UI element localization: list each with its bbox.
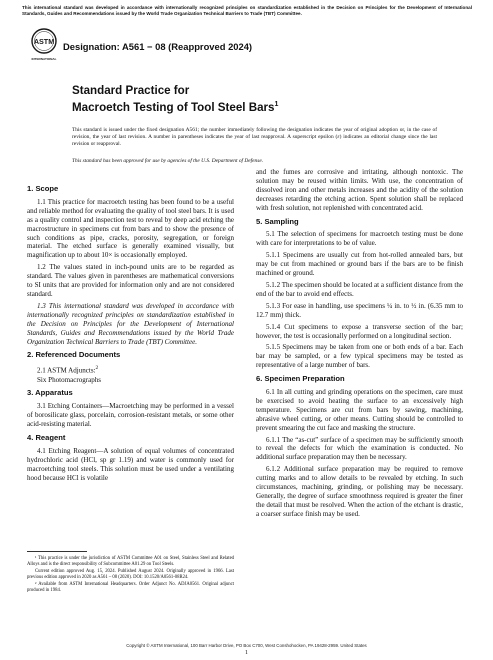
- right-column: [256, 168, 463, 522]
- title-footnote-mark: 1: [274, 101, 279, 108]
- para-5-1-1: 5.1.1 Specimens are usually cut from hot-rolled annealed bars, but may be cut from machined or ground bars if the bars are to be finish machined or ground.: [256, 251, 463, 278]
- para-6-1-2: 6.1.2 Additional surface preparation may be required to remove cutting marks and to allow details to be revealed by etching. In such circumstances, machining, grinding, or polishing may be necessary. Generally, the degree of surface smoothness required is greater the finer the detail that must be resolved. When the action of the etchant is drastic, a coarser surface finish may be used.: [256, 465, 463, 518]
- footnote-rule: [27, 551, 87, 552]
- astm-logo: [30, 28, 58, 64]
- para-4-1: 4.1 Etching Reagent—A solution of equal volumes of concentrated hydrochloric acid (HCl, sp gr 1.19) and water is commonly used for macroetching tool steels. This solution must be used under a ventilating hood because HCl is volatile: [27, 447, 234, 482]
- para-2-1: 2.1 ASTM Adjuncts:$^2$: [37, 365, 99, 375]
- footnote-1-edition: Current edition approved Aug. 15, 2024. Published August 2024. Originally approved in 1966. Last previous edition approved in 2020 as A561 – 08 (2020). DOI: 10.1520/A0561-08R24.: [27, 568, 234, 581]
- title-line-1: Standard Practice for: [72, 84, 190, 97]
- section-apparatus-heading: 3. Apparatus: [27, 388, 73, 398]
- standards-notice: This international standard was developed in accordance with internationally recognized principles on standardization established in the Decision on Principles for the Development of International Standards, Guides and Recommendations issued by the World Trade Organization Technical Barriers to Trade (TBT) Committee.: [22, 5, 472, 16]
- footnote-1: ¹ This practice is under the jurisdiction of ASTM Committee A01 on Steel, Stainless Steel and Related Alloys and is the direct responsibility of Subcommittee A01.29 on Tool Steels.: [27, 556, 234, 568]
- para-5-1-4: 5.1.4 Cut specimens to expose a transverse section of the bar; however, the test is occasionally performed on a longitudinal section.: [256, 322, 463, 340]
- designation: [63, 41, 252, 52]
- para-6-1: 6.1 In all cutting and grinding operations on the specimen, care must be exercised to avoid heating the surface to an excessively high temperature. Specimens are cut from bars by sawing, machining, abrasive wheel cutting, or other means. Cutting should be controlled to prevent smearing the cut face and masking the structure.: [256, 388, 463, 432]
- section-sampling-heading: 5. Sampling: [256, 216, 299, 226]
- section-scope-heading: 1. Scope: [27, 184, 59, 193]
- para-1-2: 1.2 The values stated in inch-pound units are to be regarded as standard. The values given in parentheses are mathematical conversions to SI units that are provided for information only and are not considered standard.: [27, 263, 234, 298]
- approved-note: This standard has been approved for use by agencies of the U.S. Department of Defense.: [72, 158, 264, 164]
- copyright-footer: Copyright © ASTM International, 100 Barr Harbor Drive, PO Box C700, West Conshohocken, PA 19428-2959. United States: [126, 643, 367, 648]
- designation-label: Designation: A561 − 08 (Reapproved 2024): [63, 41, 253, 52]
- para-3-1: 3.1 Etching Containers—Macroetching may be performed in a vessel of borosilicate glass, porcelain, corrosion-resistant metals, or some other acid-resisting material.: [27, 402, 234, 429]
- para-6-1-1: 6.1.1 The “as-cut” surface of a specimen may be sufficiently smooth to reveal the defects for which the examination is conducted. No additional surface preparation may then be necessary.: [256, 435, 463, 462]
- section-reagent-heading: 4. Reagent: [27, 433, 66, 443]
- para-4-1-cont: and the fumes are corrosive and irritating, although nontoxic. The solution may be reused within limits. With use, the concentration of dissolved iron and other metals increases and the acidity of the solution decreases retarding the etching action. Spent solution shall be replaced with fresh solution, not replenished with concentrated acid.: [256, 168, 463, 212]
- section-specimen-prep-heading: 6. Specimen Preparation: [256, 374, 345, 384]
- footnote-2: ² Available from ASTM International Headquarters. Order Adjunct No. ADJA0561. Original adjunct produced in 1984.: [27, 581, 234, 594]
- para-1-1: 1.1 This practice for macroetch testing has been found to be a useful and reliable method for evaluating the quality of tool steel bars. It is used as a quality control and inspection test to reveal by deep acid etching the macrostructure in specimens cut from bars and to show the presence of such conditions as pipe, cracks, porosity, segregation, or foreign material. The etched surface is generally examined visually, but magnification up to about 10× is occasionally employed.: [27, 197, 234, 260]
- document-title: [72, 84, 402, 115]
- logo-subtext: INTERNATIONAL: [31, 57, 57, 61]
- logo-text: ASTM: [33, 36, 55, 46]
- left-column: [27, 180, 234, 486]
- para-5-1-2: 5.1.2 The specimen should be located at a sufficient distance from the end of the bar to avoid end effects.: [256, 280, 463, 298]
- para-1-3: 1.3 This international standard was developed in accordance with internationally recognized principles on standardization established in the Decision on Principles for the Development of International Standards, Guides and Recommendations issued by the World Trade Organization Technical Barriers to Trade (TBT) Committee.: [27, 301, 234, 346]
- page-number: 1: [245, 650, 248, 656]
- issued-note: This standard is issued under the fixed designation A561; the number immediately following the designation indicates the year of original adoption or, in the case of revision, the year of last revision. A number in parentheses indicates the year of last reapproval. A superscript epsilon (ε) indicates an editorial change since the last revision or reapproval.: [72, 127, 437, 148]
- para-5-1-5: 5.1.5 Specimens may be taken from one or both ends of a bar. Each bar may be sampled, or a few typical specimens may be tested as representative of a large number of bars.: [256, 343, 463, 370]
- para-5-1: 5.1 The selection of specimens for macroetch testing must be done with care for interpretations to be of value.: [256, 230, 463, 248]
- para-5-1-3: 5.1.3 For ease in handling, use specimens ¼ in. to ½ in. (6.35 mm to 12.7 mm) thick.: [256, 301, 463, 319]
- section-referenced-docs-heading: 2. Referenced Documents: [27, 350, 121, 360]
- adjunct-item: Six Photomacrographs: [37, 375, 102, 384]
- title-line-2: Macroetch Testing of Tool Steel Bars$^1$: [72, 100, 279, 114]
- footnotes: [27, 556, 234, 595]
